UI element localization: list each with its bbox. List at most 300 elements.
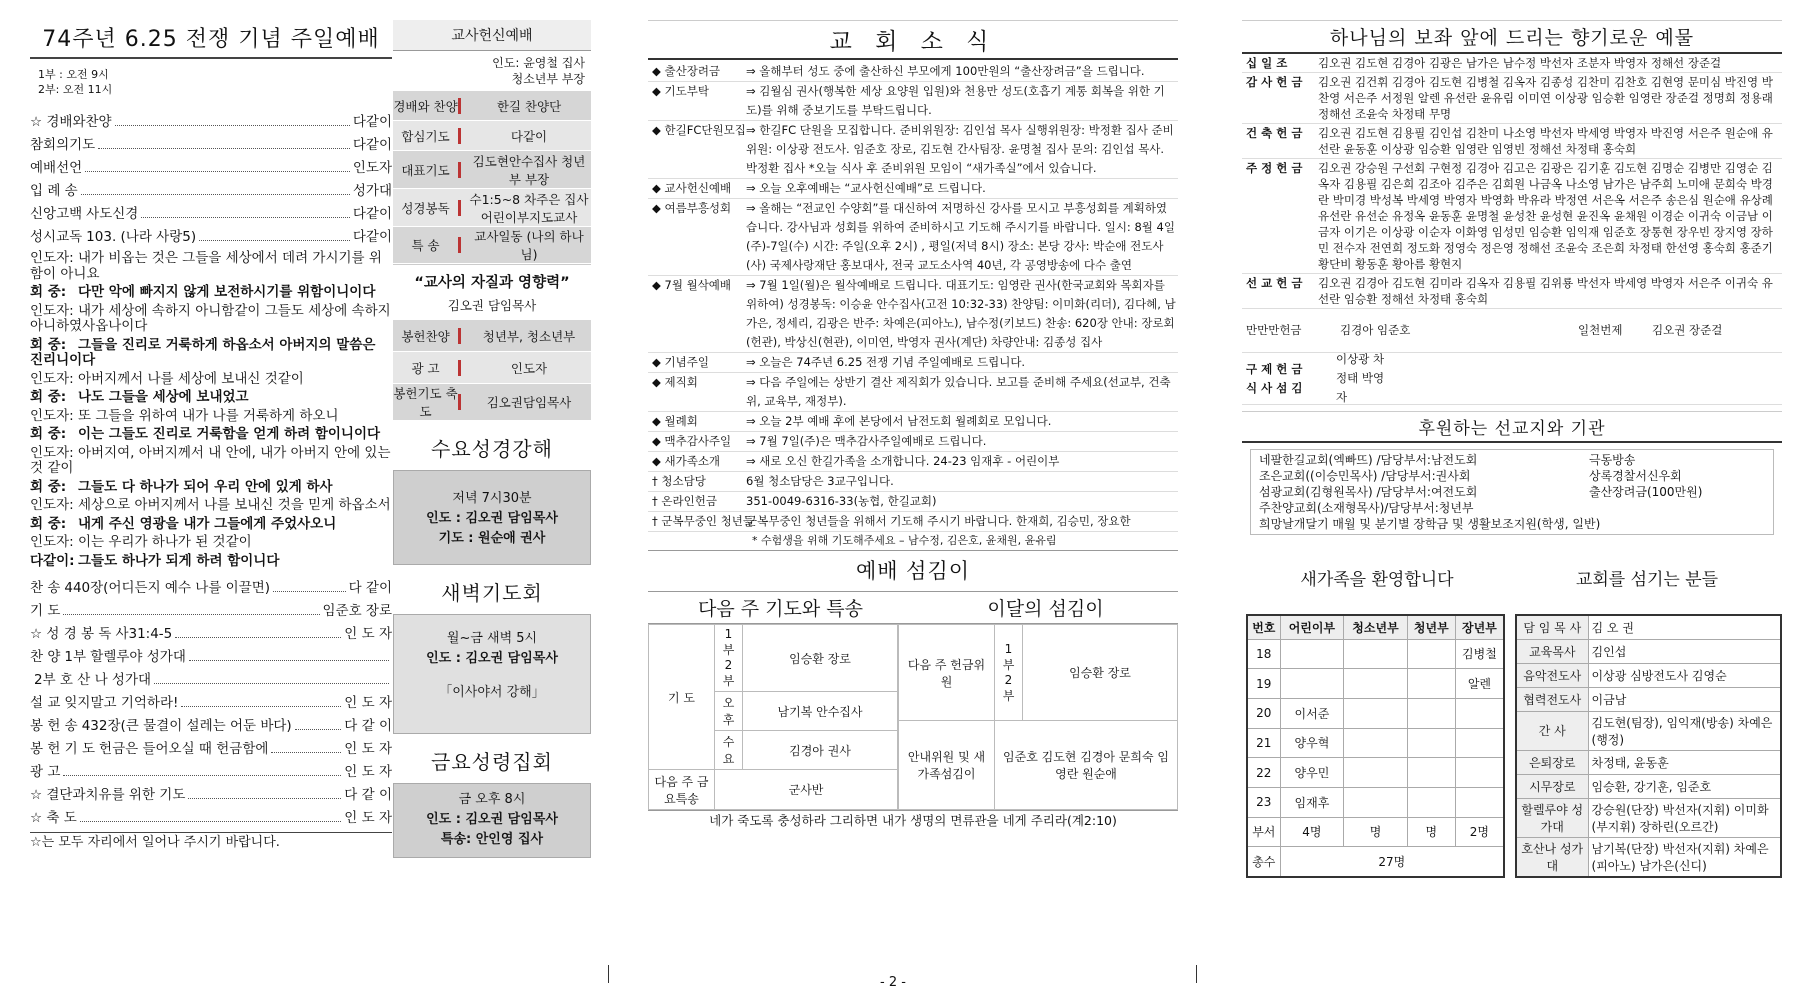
mission-row bbox=[1259, 452, 1765, 468]
prayer-table bbox=[648, 624, 898, 810]
reading-text: 다만 악에 빠지지 않게 보전하시기를 위함이니이다 bbox=[78, 284, 376, 300]
reading-line bbox=[30, 535, 392, 551]
staff-names: 남기복(단장) 박선자(지휘) 차예은(피아노) 남가은(신디) bbox=[1588, 837, 1781, 877]
news-label: † 청소담당 bbox=[652, 474, 706, 488]
order-item-dots bbox=[295, 729, 342, 730]
newcomer-cell bbox=[1344, 728, 1408, 758]
reading-line bbox=[30, 446, 392, 477]
newcomer-cell bbox=[1455, 787, 1504, 817]
servers-heading: 예배 섬김이 bbox=[648, 551, 1178, 589]
news-item bbox=[648, 373, 1178, 412]
newcomer-row bbox=[1247, 698, 1504, 728]
mission-org: 극동방송 bbox=[1589, 453, 1636, 467]
program-part: 광 고 bbox=[411, 360, 440, 376]
reading-speaker: 다같이: bbox=[30, 552, 75, 569]
program-part: 경배와 찬양 bbox=[393, 98, 458, 114]
mm-names: 김경아 임준호 bbox=[1340, 323, 1411, 337]
program-part: 합심기도 bbox=[401, 128, 450, 144]
next-week-heading: 다음 주 기도와 특송 bbox=[698, 598, 863, 620]
reading-text: 그들도 다 하나가 되어 우리 안에 있게 하사 bbox=[78, 478, 333, 495]
program-row bbox=[393, 320, 591, 352]
order-item-label: 입 례 송 bbox=[30, 183, 78, 199]
reading-line bbox=[30, 338, 392, 369]
newcomer-cell: 22 bbox=[1247, 758, 1280, 788]
order-item-label: 기 도 bbox=[30, 603, 61, 619]
reading-line bbox=[30, 498, 392, 514]
program-part: 대표기도 bbox=[401, 162, 450, 178]
newcomer-col-head: 청년부 bbox=[1407, 615, 1455, 639]
reading-line bbox=[30, 409, 392, 425]
reading-speaker: 회 중: bbox=[30, 515, 67, 532]
program-divider bbox=[458, 237, 461, 253]
news-text: ⇒ 7월 1일(월)은 월삭예배로 드립니다. 대표기도: 임영란 권사(한국교회와 목회자를 위하여) 성경봉독: 이승윤 안수집사(고전 10:32-33) 찬양팀: 이미화(리더), 김다혜, 남가은, 정세리, 김광은 반주: 차예은(피아노), 남수정(키보드) 찬송: 620장 안내: 장로회 (헌관), 박상신(현관), 이미연, 박영자 권사(계단) 차량안내: 김종성 집사 bbox=[746, 278, 1176, 349]
news-item bbox=[648, 179, 1178, 199]
mission-org: 상록경찰서신우회 bbox=[1589, 469, 1682, 483]
church-news-title: 교 회 소 식 bbox=[648, 20, 1178, 60]
staff-row bbox=[1516, 837, 1781, 877]
program-part: 봉헌기도 축 도 bbox=[393, 386, 458, 419]
reading-text: 내가 세상에 속하지 아니함같이 그들도 세상에 속하지 아니하였사옵나이다 bbox=[30, 302, 391, 334]
offering-row bbox=[1242, 73, 1782, 124]
teacher-service-box bbox=[393, 20, 591, 421]
order-item-dots bbox=[141, 217, 350, 218]
order-item-label: 봉 헌 기 도 bbox=[30, 741, 96, 757]
order-item bbox=[30, 130, 392, 153]
news-label: ◆ 7월 월삭예배 bbox=[652, 278, 732, 292]
staff-role: 음악전도사 bbox=[1516, 663, 1588, 687]
offering-names: 김오권 김도현 김경아 김광은 남가은 남수정 박선자 조분자 박영자 정해선 장준걸 bbox=[1318, 56, 1722, 70]
order-item-label: ☆ 성 경 봉 독 bbox=[30, 626, 112, 642]
offering-time: 1부 2부 bbox=[995, 625, 1023, 721]
order-item-label: 광 고 bbox=[30, 764, 61, 780]
order-item-dots bbox=[63, 614, 319, 615]
news-label: ◆ 제직회 bbox=[652, 375, 698, 389]
order-item-dots bbox=[175, 637, 341, 638]
order-item-label: 신앙고백 bbox=[30, 206, 83, 222]
leader-line: 인도: 윤영철 집사 bbox=[492, 56, 585, 70]
leader-role: 청소년부 부장 bbox=[511, 72, 585, 86]
newcomer-cell bbox=[1455, 728, 1504, 758]
reading-speaker: 인도자: bbox=[30, 302, 74, 319]
friday-special: 특송: 안인영 집사 bbox=[440, 832, 544, 847]
newcomer-col-head: 청소년부 bbox=[1344, 615, 1408, 639]
order-item-dots bbox=[188, 798, 341, 799]
mission-row bbox=[1259, 484, 1765, 500]
reading-text: 이는 우리가 하나가 된 것같이 bbox=[78, 534, 252, 550]
newcomer-total-value: 27명 bbox=[1280, 847, 1504, 877]
offering-column bbox=[1242, 20, 1782, 878]
staff-heading: 교회를 섬기는 분들 bbox=[1575, 570, 1719, 590]
prayer-name: 임승환 장로 bbox=[743, 625, 898, 692]
order-item-label: ☆ 경배와찬양 bbox=[30, 114, 112, 130]
order-item-label: 찬 양 bbox=[30, 649, 61, 665]
news-text: ⇒ 오늘 오후예배는 “교사헌신예배”로 드립니다. bbox=[746, 181, 986, 195]
news-item bbox=[648, 492, 1178, 512]
news-label: ◆ 맥추감사주일 bbox=[652, 434, 732, 448]
newcomer-cell bbox=[1407, 698, 1455, 728]
prayer-name: 김경아 권사 bbox=[743, 731, 898, 770]
reading-text: 그들을 진리로 거룩하게 하옵소서 아버지의 말씀은 진리니이다 bbox=[30, 336, 376, 368]
prayer-time: 오후 bbox=[715, 692, 743, 731]
staff-row bbox=[1516, 711, 1781, 750]
news-text: ⇒ 올해부터 성도 중에 출산하신 부모에게 100만원의 “출산장려금”을 드립니다. bbox=[746, 64, 1145, 78]
offering-row bbox=[1242, 124, 1782, 159]
order-item-leader: 인 도 자 bbox=[344, 626, 392, 642]
reading-text: 나도 그들을 세상에 보내었고 bbox=[78, 389, 249, 405]
wednesday-heading: 수요성경강해 bbox=[431, 437, 553, 461]
newcomer-cell: 명 bbox=[1344, 817, 1408, 847]
guide-names: 임준호 김도현 김경아 문희숙 임영란 원순애 bbox=[995, 721, 1178, 810]
prayer-time: 수요 bbox=[715, 731, 743, 770]
lower-headings bbox=[1242, 565, 1782, 590]
news-text: ⇒ 7월 7일(주)은 맥추감사주일예배로 드립니다. bbox=[746, 434, 987, 448]
order-item bbox=[30, 711, 392, 734]
newcomer-cell: 2명 bbox=[1455, 817, 1504, 847]
order-item bbox=[30, 573, 392, 596]
mission-church: 주찬양교회(소재형목사)/담당부서:청년부 bbox=[1259, 501, 1474, 515]
staff-names: 김도현(팀장), 임익재(방송) 차예은(행정) bbox=[1588, 711, 1781, 750]
news-label: ◆ 출산장려금 bbox=[652, 64, 721, 78]
newcomer-cell bbox=[1455, 758, 1504, 788]
program-row bbox=[393, 227, 591, 264]
reading-speaker: 인도자: bbox=[30, 370, 74, 387]
reading-text: 이는 그들도 진리로 거룩함을 얻게 하려 함이니이다 bbox=[78, 426, 381, 442]
news-label: ◆ 월례회 bbox=[652, 414, 698, 428]
order-item bbox=[30, 803, 392, 826]
order-item bbox=[30, 176, 392, 199]
program-row bbox=[393, 384, 591, 421]
first-label: 일천번제 bbox=[1578, 323, 1623, 337]
news-item bbox=[648, 62, 1178, 82]
newcomer-cell bbox=[1407, 639, 1455, 669]
mission-church: 네팔한길교회(엑빠뜨) /담당부서:남전도회 bbox=[1259, 453, 1478, 467]
order-item bbox=[30, 153, 392, 176]
newcomer-cell: 이서준 bbox=[1280, 698, 1344, 728]
order-item-dots bbox=[271, 752, 341, 753]
staff-names: 김인섭 bbox=[1588, 639, 1781, 663]
sermon-block bbox=[393, 264, 591, 320]
order-item-detail: 헌금은 들어오실 때 헌금함에 bbox=[99, 741, 269, 757]
staff-row bbox=[1516, 774, 1781, 798]
newcomer-cell bbox=[1455, 698, 1504, 728]
responsive-reading bbox=[30, 251, 392, 569]
offerings-title: 하나님의 보좌 앞에 드리는 향기로운 예물 bbox=[1242, 20, 1782, 54]
program-part: 특 송 bbox=[411, 238, 440, 253]
order-item-leader: 인 도 자 bbox=[344, 741, 392, 757]
order-item bbox=[30, 688, 392, 711]
newcomer-cell: 임재후 bbox=[1280, 787, 1344, 817]
exam-prayer-note: * 수험생을 위해 기도해주세요 – 남수정, 김은호, 윤채원, 윤유림 bbox=[648, 532, 1178, 551]
newcomer-row bbox=[1247, 758, 1504, 788]
guide-label: 안내위원 및 새가족섬김이 bbox=[899, 721, 995, 810]
fold-mark-left bbox=[608, 965, 609, 983]
news-text: ⇒ 오늘 2부 예배 후에 본당에서 남전도회 월례회로 모입니다. bbox=[746, 414, 1052, 428]
newcomer-cell bbox=[1280, 669, 1344, 699]
newcomer-header bbox=[1247, 615, 1504, 639]
mission-row bbox=[1259, 468, 1765, 484]
reading-line bbox=[30, 372, 392, 388]
staff-role: 할렐루야 성가대 bbox=[1516, 798, 1588, 837]
order-item-detail: 잊지말고 기억하라! bbox=[64, 695, 179, 711]
order-item-dots bbox=[98, 148, 350, 149]
newcomer-total-row bbox=[1247, 847, 1504, 877]
church-news-column bbox=[648, 20, 1178, 829]
news-item bbox=[648, 199, 1178, 276]
order-item-label: 봉 헌 송 bbox=[30, 718, 78, 734]
reading-text: 내가 비옵는 것은 그들을 세상에서 데려 가시기를 위함이 아니요 bbox=[30, 250, 382, 282]
program-divider bbox=[458, 200, 461, 216]
order-item bbox=[30, 665, 392, 688]
staff-row bbox=[1516, 663, 1781, 687]
newcomer-row bbox=[1247, 669, 1504, 699]
news-item bbox=[648, 412, 1178, 432]
staff-row bbox=[1516, 750, 1781, 774]
news-label: ◆ 교사헌신예배 bbox=[652, 181, 732, 195]
wednesday-prayer: 기도 : 원순애 권사 bbox=[438, 531, 546, 546]
sermon-preacher: 김오권 담임목사 bbox=[447, 298, 537, 313]
welcome-heading: 새가족을 환영합니다 bbox=[1300, 570, 1454, 590]
service-2-time: 2부: 오전 11시 bbox=[38, 83, 113, 96]
order-item-label: 예배선언 bbox=[30, 160, 83, 176]
reading-speaker: 회 중: bbox=[30, 389, 67, 405]
order-item-leader: 인 도 자 bbox=[344, 695, 392, 711]
reading-text: 내게 주신 영광을 내가 그들에게 주었사오니 bbox=[78, 515, 337, 532]
newcomer-col-head: 어린이부 bbox=[1280, 615, 1344, 639]
staff-role: 교육목사 bbox=[1516, 639, 1588, 663]
offerings-list bbox=[1242, 54, 1782, 309]
order-item-detail: 1부 할렐루야 성가대 bbox=[64, 649, 186, 665]
newcomer-row bbox=[1247, 639, 1504, 669]
staff-role: 협력전도사 bbox=[1516, 687, 1588, 711]
news-text: 군복무중인 청년들을 위해서 기도해 주시기 바랍니다. 한재희, 김승민, 장요한 bbox=[746, 514, 1131, 528]
order-item-dots bbox=[273, 591, 346, 592]
program-divider bbox=[458, 128, 461, 144]
newcomer-cell: 김병철 bbox=[1455, 639, 1504, 669]
program-row bbox=[393, 91, 591, 121]
reading-line bbox=[30, 304, 392, 335]
offering-row bbox=[1242, 159, 1782, 274]
reading-speaker: 회 중: bbox=[30, 426, 67, 442]
order-item-leader: 다 같이 bbox=[348, 580, 392, 596]
offering-type: 선 교 헌 금 bbox=[1246, 276, 1303, 290]
order-item-label: ☆ 결단과치유를 위한 기도 bbox=[30, 787, 186, 803]
news-item bbox=[648, 472, 1178, 492]
monthly-servers-table bbox=[898, 624, 1178, 810]
reading-speaker: 회 중: bbox=[30, 336, 67, 353]
newcomer-cell: 23 bbox=[1247, 787, 1280, 817]
program-person: 한길 찬양단 bbox=[496, 98, 562, 114]
program-row bbox=[393, 151, 591, 189]
news-label: † 군복무중인 청년들 bbox=[652, 514, 754, 528]
reading-line bbox=[30, 251, 392, 282]
offering-names: 김오권 김도현 김용필 김인섭 김찬미 나소영 박선자 박세영 박영자 박진영 서은주 원순애 유선란 윤동훈 이상광 임승환 임영란 임영빈 정해선 차정태 홍숙희 bbox=[1318, 126, 1773, 156]
offering-label: 다음 주 헌금위원 bbox=[899, 625, 995, 721]
fold-mark-right bbox=[1196, 965, 1197, 983]
reading-line bbox=[30, 517, 392, 533]
newcomer-row bbox=[1247, 787, 1504, 817]
news-item bbox=[648, 353, 1178, 373]
reading-line bbox=[30, 390, 392, 406]
order-item-dots bbox=[154, 683, 389, 684]
order-list-bottom bbox=[30, 573, 392, 826]
staff-row bbox=[1516, 687, 1781, 711]
newcomer-cell bbox=[1407, 758, 1455, 788]
missions-box bbox=[1250, 449, 1774, 535]
news-item bbox=[648, 82, 1178, 121]
friday-special-label: 다음 주 금요특송 bbox=[649, 770, 715, 810]
friday-special-name: 군사반 bbox=[715, 770, 898, 810]
order-item bbox=[30, 107, 392, 130]
news-text: ⇒ 새로 오신 한길가족을 소개합니다. 24-23 임재후 - 어린이부 bbox=[746, 454, 1060, 468]
newcomer-col-head: 번호 bbox=[1247, 615, 1280, 639]
news-text: ⇒ 한길FC 단원을 모집합니다. 준비위원장: 김인섭 목사 실행위원장: 박정환 집사 준비위원: 이상광 전도사. 임준호 장로, 김도현 간사팀장. 윤명철 집사 문의: 김인섭 목사. 박정환 집사 *오늘 식사 후 준비위원 모임이 “새가족실”에서 있습니다. bbox=[746, 123, 1174, 175]
reading-text: 세상으로 아버지께서 나를 보내신 것을 믿게 하옵소서 bbox=[78, 497, 391, 513]
newcomer-cell bbox=[1407, 669, 1455, 699]
order-item-label: 참회의기도 bbox=[30, 137, 96, 153]
news-list bbox=[648, 62, 1178, 532]
offering-names: 김오권 김경아 김도현 김미라 김옥자 김용필 김위룡 박선자 박세영 박영자 서은주 이귀숙 유선란 임승환 정해선 차정태 홍숙희 bbox=[1318, 276, 1773, 306]
order-item-detail: 사도신경 bbox=[86, 206, 139, 222]
order-item-dots bbox=[115, 125, 350, 126]
news-text: ⇒ 김월심 권사(행복한 세상 요양원 입원)와 천용만 성도(호흡기 계통 회복을 위한 기도)를 위해 중보기도를 부탁드립니다. bbox=[746, 84, 1165, 117]
order-item-dots bbox=[85, 171, 350, 172]
prayer-time: 1부 2부 bbox=[715, 625, 743, 692]
mission-note: 희망날개달기 매월 및 분기별 장학금 및 생활보조지원(학생, 일반) bbox=[1259, 517, 1601, 531]
staff-row bbox=[1516, 798, 1781, 837]
newcomer-row bbox=[1247, 817, 1504, 847]
program-person: 김도현안수집사 청년부 부장 bbox=[472, 153, 586, 187]
reading-text: 아버지께서 나를 세상에 보내신 것같이 bbox=[78, 370, 304, 387]
standing-note: ☆는 모두 자리에서 일어나 주시기 바랍니다. bbox=[30, 832, 392, 851]
serve-subheads bbox=[648, 591, 1178, 624]
newcomer-cell: 양우혁 bbox=[1280, 728, 1344, 758]
mission-church: 섬광교회(김형원목사) /담당부서:여전도회 bbox=[1259, 485, 1478, 499]
reading-text: 또 그들을 위하여 내가 나를 거룩하게 하오니 bbox=[78, 407, 339, 424]
mission-church: 조은교회((이승민목사) /담당부서:권사회 bbox=[1259, 469, 1471, 483]
order-item-leader: 다같이 bbox=[352, 137, 392, 153]
staff-names: 이상광 심방전도사 김영순 bbox=[1588, 663, 1781, 687]
order-item-leader: 다 같 이 bbox=[344, 718, 392, 734]
order-item-detail: 432장(큰 물결이 설레는 어둔 바다) bbox=[81, 718, 292, 734]
reading-speaker: 회 중: bbox=[30, 478, 67, 495]
mission-org: 출산장려금(100만원) bbox=[1589, 485, 1703, 499]
friday-heading: 금요성령집회 bbox=[431, 750, 553, 774]
service-1-time: 1부 : 오전 9시 bbox=[38, 68, 109, 81]
program-person: 교사일동 (나의 하나님) bbox=[474, 229, 584, 262]
staff-role: 은퇴장로 bbox=[1516, 750, 1588, 774]
offering-type: 십 일 조 bbox=[1246, 56, 1288, 70]
news-text: ⇒ 오늘은 74주년 6.25 전쟁 기념 주일예배로 드립니다. bbox=[746, 355, 1026, 369]
news-label: ◆ 한길FC단원모집 bbox=[652, 123, 746, 137]
friday-time: 금 오후 8시 bbox=[458, 792, 526, 807]
worship-title: 74주년 6.25 전쟁 기념 주일예배 bbox=[30, 20, 392, 59]
sermon-title: “교사의 자질과 영향력” bbox=[414, 275, 570, 291]
order-item-leader: 인도자 bbox=[352, 160, 392, 176]
newcomer-cell: 양우민 bbox=[1280, 758, 1344, 788]
order-item-leader: 다 같 이 bbox=[344, 787, 392, 803]
reading-speaker: 인도자: bbox=[30, 407, 74, 424]
dawn-time: 월~금 새벽 5시 bbox=[446, 631, 538, 646]
teacher-service-leader bbox=[393, 51, 591, 91]
newcomer-cell: 18 bbox=[1247, 639, 1280, 669]
news-item bbox=[648, 276, 1178, 353]
dawn-heading: 새벽기도회 bbox=[441, 581, 543, 605]
order-item bbox=[30, 642, 392, 665]
program-row bbox=[393, 189, 591, 227]
wednesday-leader: 인도 : 김오권 담임목사 bbox=[426, 511, 558, 526]
newcomer-cell: 20 bbox=[1247, 698, 1280, 728]
program-divider bbox=[458, 328, 461, 344]
staff-role: 시무장로 bbox=[1516, 774, 1588, 798]
order-item bbox=[30, 734, 392, 757]
newcomer-cell: 명 bbox=[1407, 817, 1455, 847]
staff-names: 강승원(단장) 박선자(지휘) 이미화(부지휘) 장하린(오르간) bbox=[1588, 798, 1781, 837]
order-item-label: 성시교독 bbox=[30, 229, 83, 245]
program-part: 성경봉독 bbox=[401, 200, 450, 216]
first-names: 김오권 장준걸 bbox=[1652, 323, 1723, 337]
service-times bbox=[38, 67, 392, 97]
program-row bbox=[393, 121, 591, 151]
reading-speaker: 인도자: bbox=[30, 250, 74, 266]
newcomer-cell bbox=[1344, 639, 1408, 669]
newcomer-cell: 21 bbox=[1247, 728, 1280, 758]
program-divider bbox=[458, 394, 461, 410]
program-divider bbox=[458, 360, 461, 376]
staff-names: 김 오 권 bbox=[1588, 615, 1781, 639]
order-item-leader: 임준호 장로 bbox=[322, 603, 392, 619]
staff-names: 이금남 bbox=[1588, 687, 1781, 711]
order-item-dots bbox=[181, 706, 341, 707]
dawn-box bbox=[393, 614, 591, 734]
staff-role: 간 사 bbox=[1516, 711, 1588, 750]
staff-names: 차정태, 윤동훈 bbox=[1588, 750, 1781, 774]
order-item bbox=[30, 199, 392, 222]
news-label: ◆ 기도부탁 bbox=[652, 84, 709, 98]
offering-row bbox=[1242, 274, 1782, 309]
prayer-label: 기 도 bbox=[649, 625, 715, 770]
order-item bbox=[30, 222, 392, 245]
newcomer-row bbox=[1247, 728, 1504, 758]
newcomer-col-head: 장년부 bbox=[1455, 615, 1504, 639]
order-item-detail: 440장(어디든지 예수 나를 이끌면) bbox=[64, 580, 271, 596]
page-number: - 2 - bbox=[880, 975, 906, 990]
newcomer-cell bbox=[1344, 787, 1408, 817]
news-item bbox=[648, 452, 1178, 472]
dawn-topic: 「이사야서 강해」 bbox=[439, 685, 545, 700]
order-item-label: 찬 송 bbox=[30, 580, 61, 596]
teacher-service-heading: 교사헌신예배 bbox=[393, 20, 591, 51]
news-label: ◆ 여름부흥성회 bbox=[652, 201, 732, 215]
newcomer-cell bbox=[1407, 728, 1455, 758]
order-item-dots bbox=[63, 775, 341, 776]
newcomer-total-label: 총수 bbox=[1247, 847, 1280, 877]
order-item-detail: 사31:4-5 bbox=[115, 626, 173, 642]
news-text: ⇒ 다음 주일에는 상반기 결산 제직회가 있습니다. 보고를 준비해 주세요(선교부, 건축위, 교육부, 재정부). bbox=[746, 375, 1171, 408]
friday-leader: 인도 : 김오권 담임목사 bbox=[426, 812, 558, 827]
news-item bbox=[648, 512, 1178, 532]
newcomer-cell: 부서 bbox=[1247, 817, 1280, 847]
missions-title: 후원하는 선교지와 기관 bbox=[1242, 411, 1782, 443]
lower-tables bbox=[1242, 614, 1782, 878]
offering-name: 임승환 장로 bbox=[1023, 625, 1178, 721]
order-item bbox=[30, 757, 392, 780]
newcomer-cell bbox=[1344, 698, 1408, 728]
order-item-leader: 다같이 bbox=[352, 229, 392, 245]
order-item-leader: 인 도 자 bbox=[344, 810, 392, 826]
program-part: 봉헌찬양 bbox=[401, 328, 450, 344]
program-person: 수1:5~8 차주은 집사 어린이부지도교사 bbox=[469, 191, 589, 225]
newcomer-cell bbox=[1344, 669, 1408, 699]
